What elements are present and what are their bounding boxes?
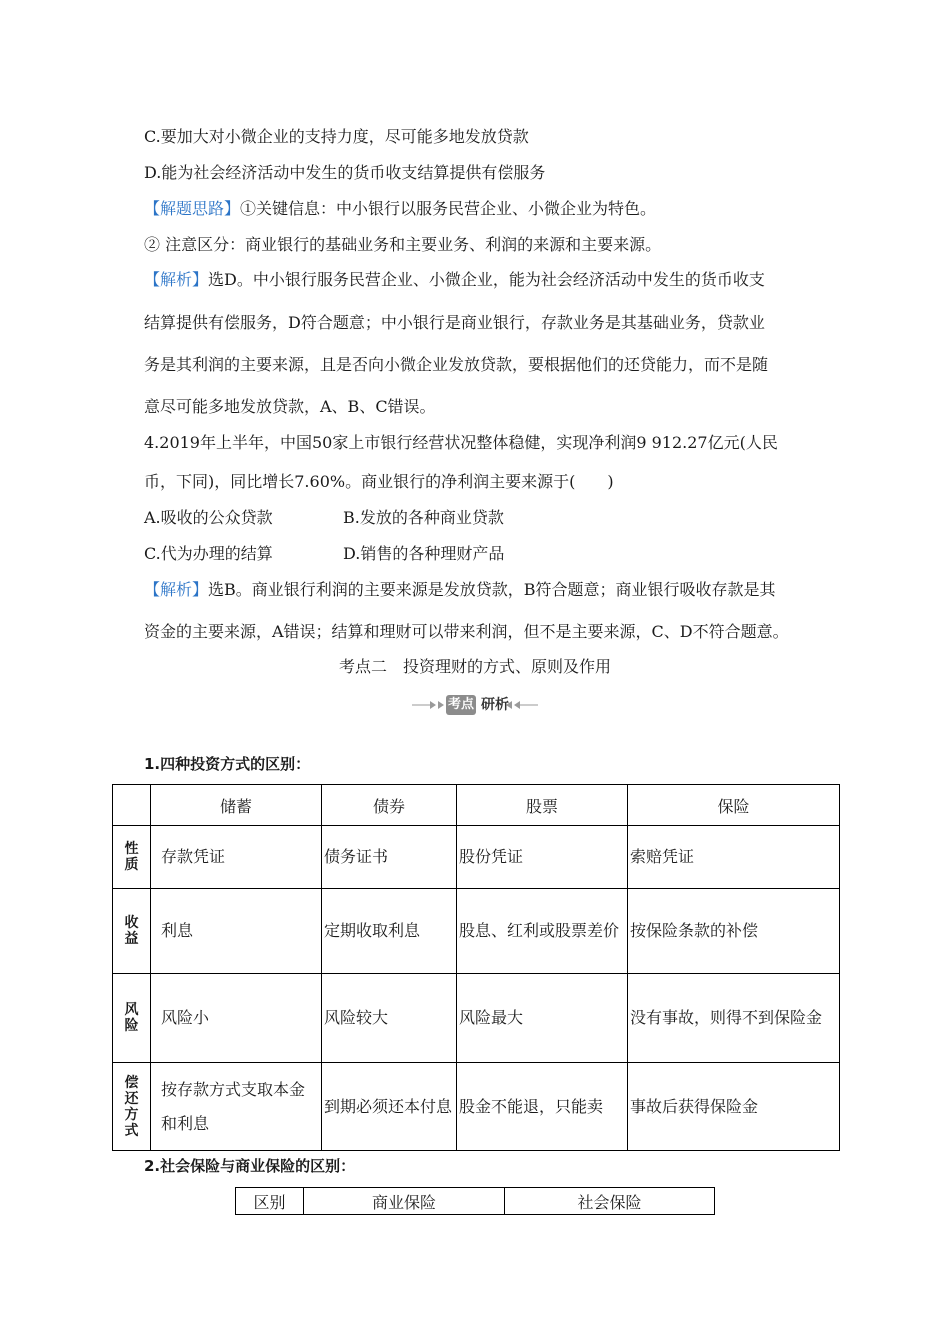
table-cell: 风险较大 <box>322 974 457 1063</box>
table-cell: 定期收取利息 <box>322 889 457 974</box>
table-cell: 存款凭证 <box>151 826 322 889</box>
analysis-1-line4: 意尽可能多地发放贷款，A、B、C错误。 <box>144 397 436 416</box>
banner-left-text: 考点 <box>447 697 474 712</box>
option-d-q3: D.能为社会经济活动中发生的货币收支结算提供有偿服务 <box>144 163 546 182</box>
table-cell: 债务证书 <box>322 826 457 889</box>
table-cell: 风险最大 <box>457 974 628 1063</box>
option-a-q4: A.吸收的公众贷款 <box>144 508 273 527</box>
row-label: 收益 <box>113 889 151 974</box>
table-header-row <box>236 1188 715 1215</box>
table-cell: 利息 <box>151 889 322 974</box>
table-header-row <box>113 785 840 826</box>
banner-right-text: 研析 <box>481 697 509 713</box>
table-cell: 按存款方式支取本金和利息 <box>151 1063 322 1151</box>
table-header-cell: 社会保险 <box>505 1188 715 1215</box>
insurance-comparison-table <box>235 1187 715 1215</box>
solution-idea-text: ①关键信息：中小银行以服务民营企业、小微企业为特色。 <box>240 199 657 218</box>
table-corner-cell <box>113 785 151 826</box>
option-c-q3: C.要加大对小微企业的支持力度，尽可能多地发放贷款 <box>144 127 529 146</box>
table-header-cell: 债券 <box>322 785 457 826</box>
table-cell: 风险小 <box>151 974 322 1063</box>
table-cell: 索赔凭证 <box>628 826 840 889</box>
table-cell: 到期必须还本付息 <box>322 1063 457 1151</box>
kaodian-yanxi-banner <box>410 690 540 720</box>
analysis-tag: 【解析】 <box>144 270 209 289</box>
table-row <box>113 826 840 889</box>
table-row <box>113 889 840 974</box>
table-cell: 按保险条款的补偿 <box>628 889 840 974</box>
analysis-2-line2: 资金的主要来源，A错误；结算和理财可以带来利润，但不是主要来源，C、D不符合题意。 <box>144 622 789 641</box>
table-cell: 没有事故，则得不到保险金 <box>628 974 840 1063</box>
option-d-q4: D.销售的各种理财产品 <box>343 544 505 563</box>
table-row <box>113 974 840 1063</box>
table-cell: 股息、红利或股票差价 <box>457 889 628 974</box>
option-b-q4: B.发放的各种商业贷款 <box>343 508 504 527</box>
investment-comparison-table <box>112 784 840 1151</box>
solution-idea <box>144 197 656 221</box>
table-header-cell: 区别 <box>236 1188 304 1215</box>
option-c-q4: C.代为办理的结算 <box>144 544 273 563</box>
table-header-cell: 保险 <box>628 785 840 826</box>
analysis-1-line1 <box>144 268 765 292</box>
row-label: 偿还方式 <box>113 1063 151 1151</box>
heading-2: 2.社会保险与商业保险的区别： <box>144 1157 356 1175</box>
solution-idea-tag: 【解题思路】 <box>144 199 241 218</box>
analysis-1-line2: 结算提供有偿服务，D符合题意；中小银行是商业银行，存款业务是其基础业务，贷款业 <box>144 313 765 332</box>
table-header-cell: 股票 <box>457 785 628 826</box>
table-header-cell: 商业保险 <box>304 1188 505 1215</box>
table-cell: 股份凭证 <box>457 826 628 889</box>
table-cell: 股金不能退，只能卖 <box>457 1063 628 1151</box>
analysis-text: 选D。中小银行服务民营企业、小微企业，能为社会经济活动中发生的货币收支 <box>208 270 765 289</box>
table-header-cell: 储蓄 <box>151 785 322 826</box>
section-title: 考点二 投资理财的方式、原则及作用 <box>338 657 611 676</box>
table-cell: 事故后获得保险金 <box>628 1063 840 1151</box>
row-label: 性质 <box>113 826 151 889</box>
table-row <box>113 1063 840 1151</box>
question-4-line2: 币，下同)，同比增长7.60%。商业银行的净利润主要来源于( ) <box>144 472 614 491</box>
analysis-tag: 【解析】 <box>144 580 209 599</box>
solution-idea-line2: ② 注意区分：商业银行的基础业务和主要业务、利润的来源和主要来源。 <box>144 235 662 254</box>
question-4-line1: 4.2019年上半年，中国50家上市银行经营状况整体稳健，实现净利润9 912.27亿元(人民 <box>144 433 778 452</box>
analysis-1-line3: 务是其利润的主要来源，且是否向小微企业发放贷款，要根据他们的还贷能力，而不是随 <box>144 355 769 374</box>
heading-1: 1.四种投资方式的区别： <box>144 755 311 773</box>
analysis-2-line1 <box>144 578 776 602</box>
analysis-text: 选B。商业银行利润的主要来源是发放贷款，B符合题意；商业银行吸收存款是其 <box>208 580 776 599</box>
row-label: 风险 <box>113 974 151 1063</box>
